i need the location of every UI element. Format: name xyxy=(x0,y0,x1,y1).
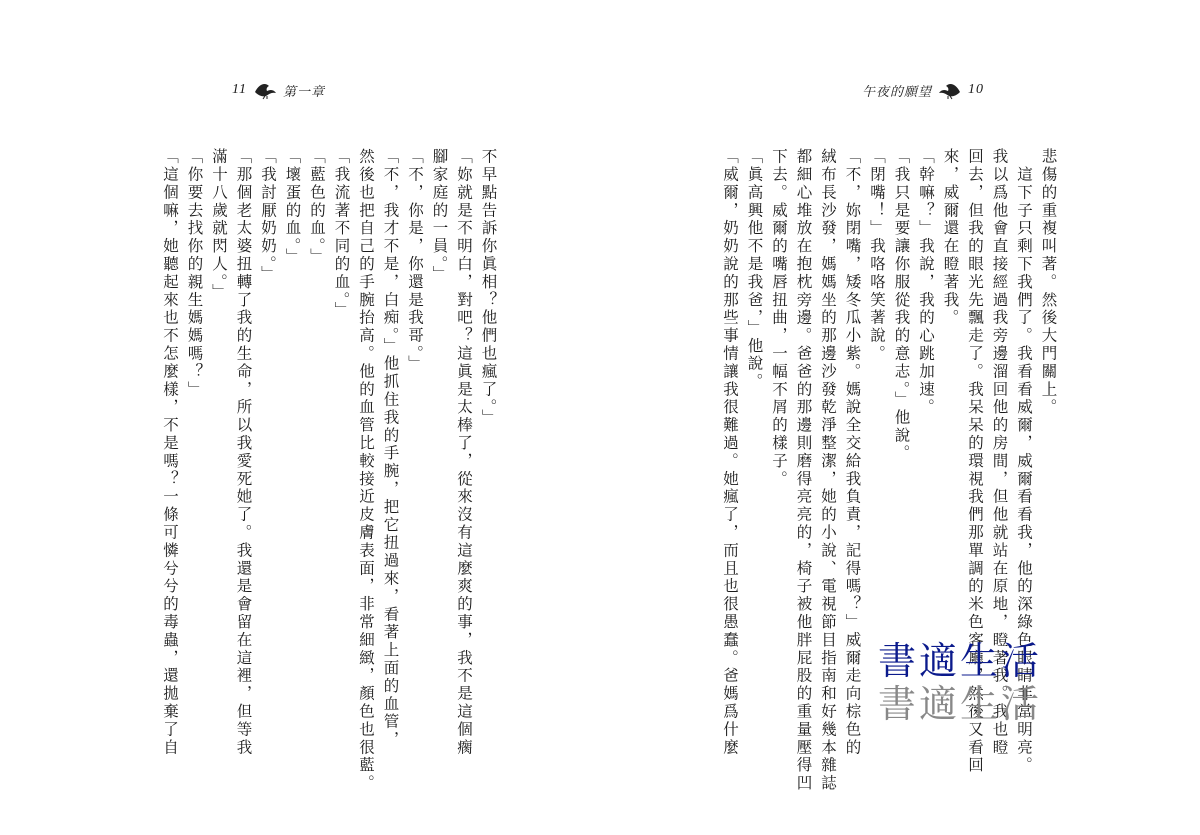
bird-ornament-icon xyxy=(253,80,277,100)
text-column: 「你要去找你的親生媽媽嗎？」 xyxy=(185,148,204,399)
text-column: 絨布長沙發，媽媽坐的那邊沙發乾淨整潔，她的小說、電視節目指南和好幾本雜誌 xyxy=(819,148,837,793)
text-column: 「不，妳閉嘴，矮冬瓜小紫。媽說全交給我負責，記得嗎？」威爾走向棕色的 xyxy=(843,148,862,757)
text-column: 不早點告訴你眞相？他們也瘋了。」 xyxy=(479,148,498,427)
text-column: 腳家庭的一員。」 xyxy=(430,148,449,284)
text-column: 回去，但我的眼光先飄走了。我呆呆的環視我們那單調的米色客廳，然後又看回 xyxy=(966,148,984,775)
text-column: 「威爾，奶奶說的那些事情讓我很難過。她瘋了，而且也很愚蠢。爸媽爲什麼 xyxy=(721,148,739,757)
text-column: 「壞蛋的血。」 xyxy=(283,148,302,266)
text-column: 下去。威爾的嘴唇扭曲，一幅不屑的樣子。 xyxy=(770,148,788,489)
text-column: 滿十八歲就閃人。」 xyxy=(210,148,228,302)
left-page-header xyxy=(232,80,325,100)
text-column: 「眞高興他不是我爸，」他說。 xyxy=(745,148,764,391)
watermark-primary: 書適生活 xyxy=(878,639,1043,683)
right-page-header xyxy=(862,80,984,100)
text-column: 然後也把自己的手腕抬高。他的血管比較接近皮膚表面，非常細緻，顏色也很藍。 xyxy=(357,148,375,793)
text-column: 「不，我才不是，白痴。」他抓住我的手腕，把它扭過來，看著上面的血管， xyxy=(381,148,400,749)
page-number: 11 xyxy=(232,82,247,97)
page-number: 10 xyxy=(968,82,985,97)
text-column: 來，威爾還在瞪著我。 xyxy=(941,148,960,327)
chapter-title: 第一章 xyxy=(282,84,325,100)
text-column: 「我流著不同的血。」 xyxy=(332,148,351,320)
text-column: 悲傷的重複叫著。然後大門關上。 xyxy=(1039,148,1058,417)
text-column: 「這個嘛，她聽起來也不怎麼樣，不是嗎？一條可憐兮兮的毒蟲，還拋棄了自 xyxy=(161,148,179,757)
book-title: 午夜的願望 xyxy=(862,84,933,100)
text-column: 這下子只剩下我們了。我看看威爾，威爾看看我，他的深綠色眼睛非常明亮。 xyxy=(1015,148,1033,775)
text-column: 「藍色的血。」 xyxy=(308,148,326,266)
text-column: 「我討厭奶奶。」 xyxy=(259,148,277,284)
text-column: 「閉嘴！」我咯咯笑著說。 xyxy=(868,148,886,363)
text-column: 「我只是要讓你服從我的意志。」他說。 xyxy=(892,148,911,463)
watermark-secondary: 書適生活 xyxy=(878,682,1043,726)
text-column: 「妳就是不明白，對吧？這眞是太棒了，從來沒有這麼爽的事，我不是這個瘸 xyxy=(455,148,473,757)
text-column: 「不，你是，你還是我哥。」 xyxy=(406,148,424,373)
bird-ornament-icon xyxy=(938,80,962,100)
text-column: 都細心堆放在抱枕旁邊。爸爸的那邊則磨得亮亮的，椅子被他胖屁股的重量壓得凹 xyxy=(794,148,813,793)
text-column: 「那個老太婆扭轉了我的生命，所以我愛死她了。我還是會留在這裡，但等我 xyxy=(234,148,253,757)
text-column: 「幹嘛？」我說，我的心跳加速。 xyxy=(917,148,935,417)
text-column: 我以爲他會直接經過我旁邊溜回他的房間，但他就站在原地，瞪著我。我也瞪 xyxy=(990,148,1009,757)
